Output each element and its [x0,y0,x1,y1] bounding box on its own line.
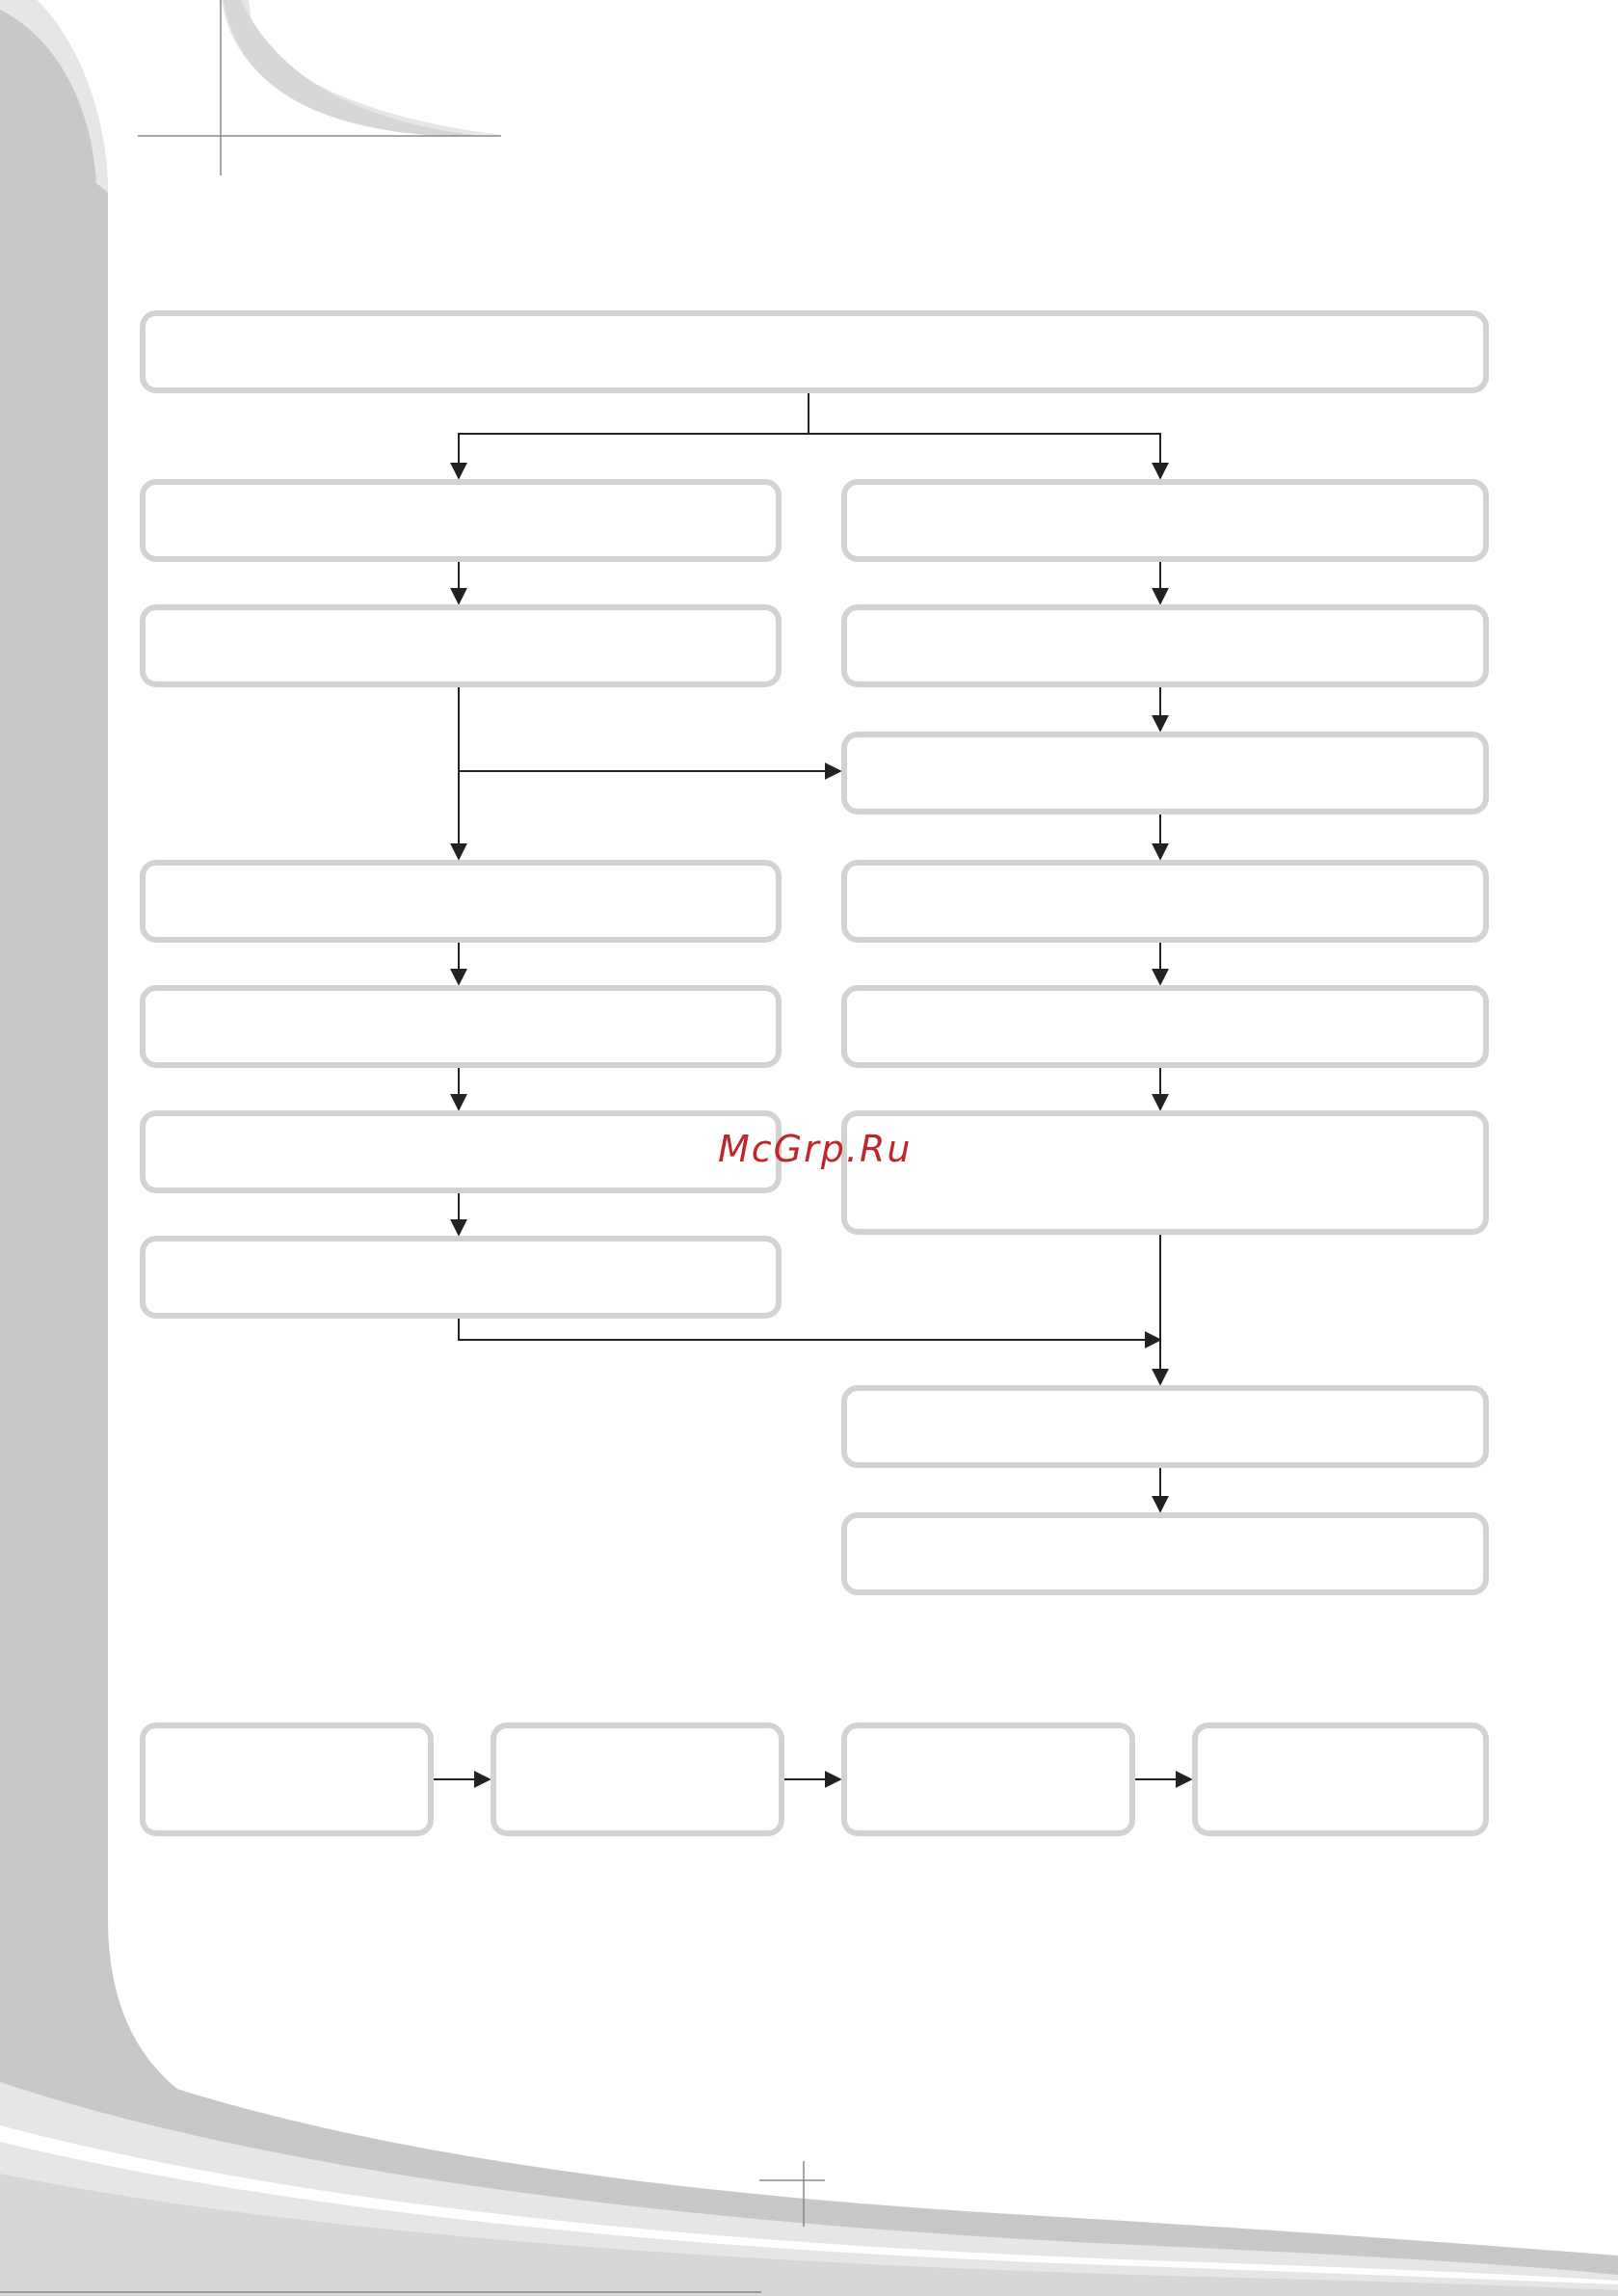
right-box-8 [844,1515,1486,1592]
arrow-left-box-6-to-right-box-7 [459,1316,1160,1340]
bottom-box-3 [844,1725,1132,1833]
right-box-3 [844,734,1486,812]
left-box-1 [143,482,779,559]
right-box-5 [844,988,1486,1065]
right-box-2 [844,607,1486,684]
left-box-3 [143,863,779,940]
right-box-4 [844,863,1486,940]
left-box-5 [143,1113,779,1190]
arrow-top-box-to-right-box-1 [809,434,1160,478]
left-box-6 [143,1239,779,1316]
watermark: McGrp.Ru [718,1128,913,1170]
arrow-top-box-to-left-box-1 [459,390,809,478]
bottom-box-2 [493,1725,782,1833]
right-box-6 [844,1113,1486,1232]
boxes [143,313,1486,1833]
bottom-box-4 [1195,1725,1486,1833]
top-box [143,313,1486,390]
right-box-1 [844,482,1486,559]
bottom-box-1 [143,1725,431,1833]
right-box-7 [844,1388,1486,1465]
left-box-2 [143,607,779,684]
left-box-4 [143,988,779,1065]
